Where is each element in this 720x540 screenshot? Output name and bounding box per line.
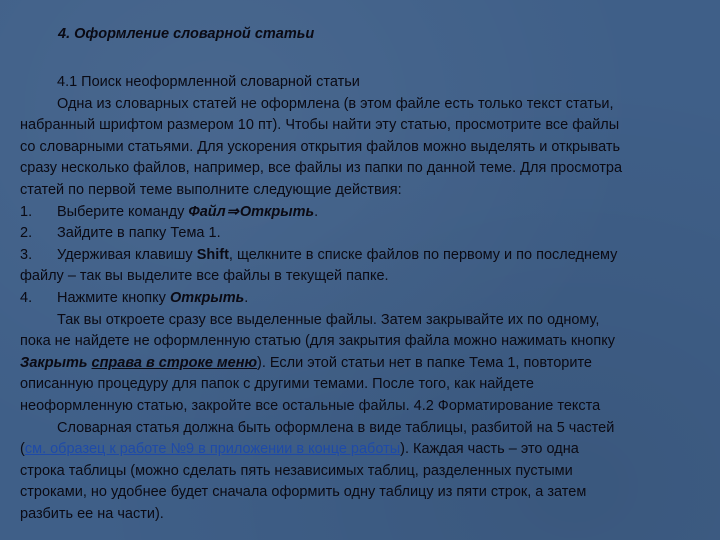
- command-open: Открыть: [239, 203, 315, 220]
- step-text: Зайдите в папку Тема 1.: [57, 225, 221, 242]
- paragraph-line: строка таблицы (можно сделать пять независимых таблиц, разделенных пустыми: [20, 462, 573, 479]
- paragraph-line: Одна из словарных статей не оформлена (в этом файле есть только текст статьи,: [57, 95, 614, 112]
- paragraph-text: (: [20, 441, 25, 458]
- paragraph-line: статей по первой теме выполните следующие действия:: [20, 181, 402, 198]
- paragraph-line: пока не найдете не оформленную статью (для закрытия файла можно нажимать кнопку: [20, 333, 615, 350]
- arrow-right-icon: ⇒: [226, 203, 239, 220]
- key-shift: Shift: [196, 246, 229, 263]
- paragraph-line: строками, но удобнее будет сначала оформить одну таблицу из пяти строк, а затем: [20, 484, 587, 501]
- paragraph-text: ). Если этой статьи нет в папке Тема 1, повторите: [257, 354, 592, 371]
- step-text: Нажмите кнопку: [57, 289, 170, 306]
- paragraph-line: описанную процедуру для папок с другими темами. После того, как найдете: [20, 376, 534, 393]
- step-number: 2.: [20, 225, 33, 242]
- button-close-name: Закрыть: [20, 354, 88, 371]
- step-2: [20, 223, 696, 245]
- paragraph-line: неоформленную статью, закройте все остальные файлы. 4.2 Форматирование текста: [20, 397, 601, 414]
- subheading: 4.1 Поиск неоформленной словарной статьи: [57, 74, 360, 90]
- step-1: [20, 202, 696, 224]
- paragraph-line: со словарными статьями. Для ускорения открытия файлов можно выделять и открывать: [20, 138, 621, 155]
- step-3: [20, 245, 696, 267]
- step-number: 4.: [20, 289, 33, 306]
- paragraph-line: [20, 353, 696, 375]
- paragraph-line: набранный шрифтом размером 10 пт). Чтобы найти эту статью, просмотрите все файлы: [20, 117, 620, 134]
- step-text: Выберите команду: [57, 203, 189, 220]
- button-open-name: Открыть: [169, 289, 245, 306]
- paragraph-line: Словарная статья должна быть оформлена в виде таблицы, разбитой на 5 частей: [57, 419, 615, 436]
- step-4: [20, 288, 696, 310]
- step-number: 3.: [20, 246, 33, 263]
- paragraph-line: разбить ее на части).: [20, 505, 164, 522]
- paragraph-text: ). Каждая часть – это одна: [400, 441, 579, 458]
- step-number: 1.: [20, 203, 33, 220]
- slide-title: 4. Оформление словарной статьи: [58, 26, 315, 42]
- step-text: , щелкните в списке файлов по первому и по последнему: [228, 246, 618, 263]
- step-end: .: [244, 289, 249, 306]
- paragraph-line: [20, 439, 696, 461]
- sample-link[interactable]: см. образец к работе №9 в приложении в конце работы: [24, 441, 401, 458]
- slide-body: [20, 72, 696, 525]
- step-3-continuation: файлу – так вы выделите все файлы в текущей папке.: [20, 268, 389, 285]
- paragraph-line: Так вы откроете сразу все выделенные файлы. Затем закрывайте их по одному,: [57, 311, 600, 328]
- step-end: .: [314, 203, 319, 220]
- paragraph-line: сразу несколько файлов, например, все файлы из папки по данной теме. Для просмотра: [20, 160, 623, 177]
- step-text: Удерживая клавишу: [57, 246, 197, 263]
- menu-location: справа в строке меню: [91, 354, 258, 371]
- command-file: Файл: [188, 203, 226, 220]
